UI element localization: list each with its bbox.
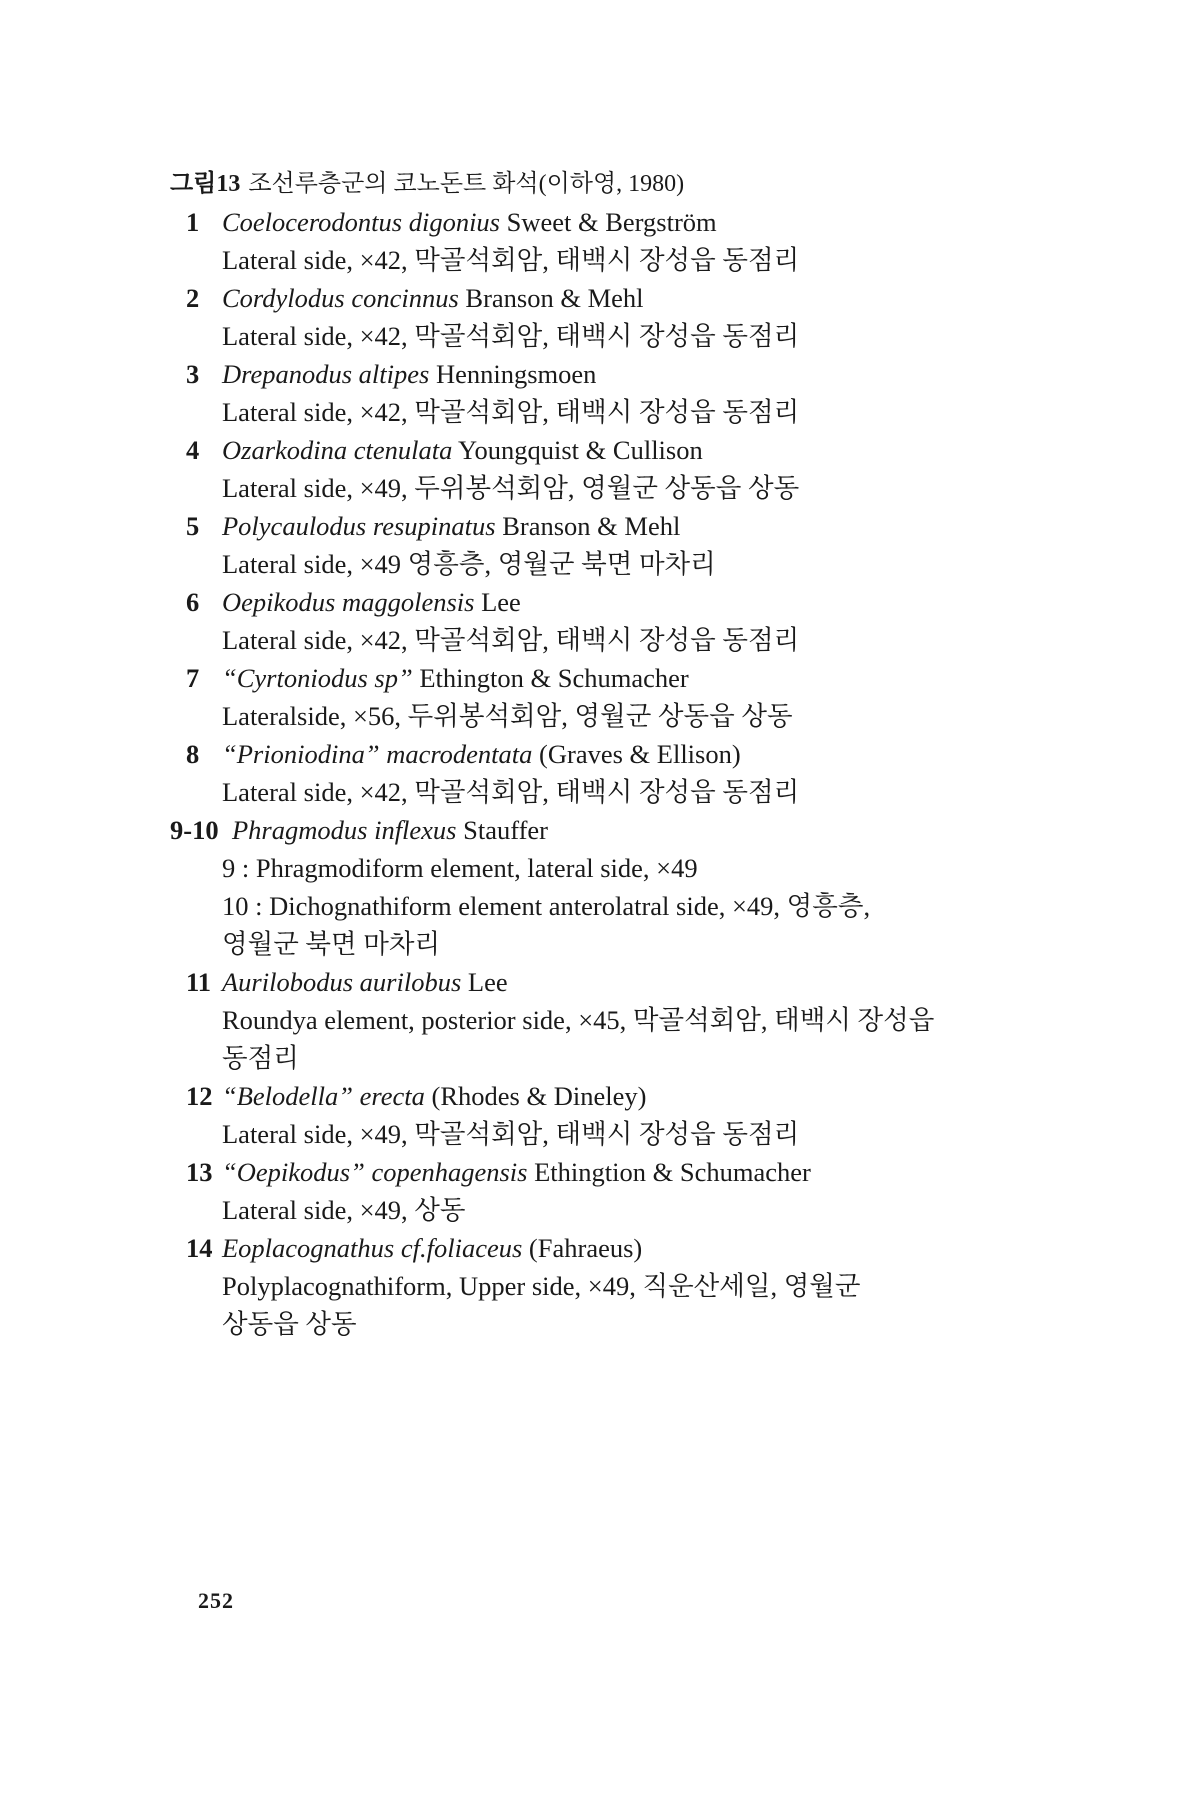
taxon-author: Branson & Mehl (458, 283, 644, 313)
specimen-description: Lateral side, ×49 영흥층, 영월군 북면 마차리 (222, 549, 716, 579)
entry-number: 7 (186, 663, 200, 693)
taxon-name: Phragmodus inflexus (232, 815, 457, 845)
caption-entry-heading (186, 1153, 1070, 1191)
entry-number: 13 (186, 1157, 213, 1187)
taxon-name: “Belodella” erecta (222, 1081, 425, 1111)
specimen-description: 상동읍 상동 (222, 1309, 357, 1339)
entry-number: 5 (186, 511, 200, 541)
entry-number: 11 (186, 967, 212, 997)
figure-label: 그림13 (170, 171, 241, 197)
taxon-name: Oepikodus maggolensis (222, 587, 475, 617)
entry-number: 4 (186, 435, 200, 465)
entry-number: 1 (186, 207, 200, 237)
caption-entry-heading (186, 431, 1070, 469)
entry-number: 2 (186, 283, 200, 313)
taxon-name: Polycaulodus resupinatus (222, 511, 496, 541)
caption-entry-heading (186, 203, 1070, 241)
specimen-description: Lateral side, ×42, 막골석회암, 태백시 장성읍 동점리 (222, 321, 800, 351)
specimen-description: Lateral side, ×49, 상동 (222, 1195, 466, 1225)
caption-entry-heading (186, 735, 1070, 773)
taxon-name: “Prioniodina” macrodentata (222, 739, 533, 769)
taxon-name: “Cyrtoniodus sp” (222, 663, 413, 693)
taxon-author: (Graves & Ellison) (532, 739, 741, 769)
taxon-author: (Fahraeus) (522, 1233, 643, 1263)
page-number: 252 (198, 1588, 234, 1613)
specimen-description: Lateral side, ×49, 두위봉석회암, 영월군 상동읍 상동 (222, 473, 800, 503)
caption-entry-heading (170, 811, 1070, 849)
taxon-author: (Rhodes & Dineley) (424, 1081, 647, 1111)
specimen-description: Roundya element, posterior side, ×45, 막골석회암, 태백시 장성읍 (222, 1005, 935, 1035)
caption-entry-heading (186, 963, 1070, 1001)
taxon-author: Lee (474, 587, 521, 617)
taxon-author: Ethingtion & Schumacher (527, 1157, 811, 1187)
figure-caption-block (170, 165, 1070, 1343)
taxon-name: Ozarkodina ctenulata (222, 435, 453, 465)
specimen-description: 영월군 북면 마차리 (222, 929, 441, 959)
specimen-description: Polyplacognathiform, Upper side, ×49, 직운산세일, 영월군 (222, 1271, 861, 1301)
caption-entry-heading (186, 1229, 1070, 1267)
caption-entry-heading (186, 279, 1070, 317)
specimen-description: Lateral side, ×42, 막골석회암, 태백시 장성읍 동점리 (222, 625, 800, 655)
taxon-name: Aurilobodus aurilobus (222, 967, 462, 997)
taxon-author: Lee (461, 967, 508, 997)
taxon-author: Youngquist & Cullison (452, 435, 703, 465)
specimen-description: Lateral side, ×42, 막골석회암, 태백시 장성읍 동점리 (222, 397, 800, 427)
taxon-name: Cordylodus concinnus (222, 283, 459, 313)
entry-number: 8 (186, 739, 200, 769)
entry-number: 6 (186, 587, 200, 617)
specimen-description: Lateral side, ×42, 막골석회암, 태백시 장성읍 동점리 (222, 777, 800, 807)
caption-entry-heading (186, 355, 1070, 393)
caption-entry-heading (186, 659, 1070, 697)
specimen-description: 9 : Phragmodiform element, lateral side, ×49 (222, 853, 698, 883)
entry-number: 14 (186, 1233, 213, 1263)
caption-entry-heading (186, 507, 1070, 545)
figure-caption-title (170, 165, 1070, 203)
specimen-description: Lateral side, ×49, 막골석회암, 태백시 장성읍 동점리 (222, 1119, 800, 1149)
caption-entry-heading (186, 1077, 1070, 1115)
caption-entry-heading (186, 583, 1070, 621)
taxon-author: Henningsmoen (429, 359, 597, 389)
specimen-description: 동점리 (222, 1043, 299, 1073)
caption-entries (170, 203, 1070, 1343)
entry-number: 12 (186, 1081, 213, 1111)
taxon-name: Coelocerodontus digonius (222, 207, 500, 237)
taxon-author: Stauffer (456, 815, 548, 845)
taxon-name: Drepanodus altipes (222, 359, 430, 389)
figure-title: 조선루층군의 코노돈트 화석(이하영, 1980) (248, 171, 685, 197)
taxon-author: Ethington & Schumacher (412, 663, 689, 693)
specimen-description: Lateralside, ×56, 두위봉석회암, 영월군 상동읍 상동 (222, 701, 793, 731)
taxon-name: Eoplacognathus cf.foliaceus (222, 1233, 523, 1263)
taxon-author: Sweet & Bergström (500, 207, 717, 237)
taxon-name: “Oepikodus” copenhagensis (222, 1157, 528, 1187)
specimen-description: Lateral side, ×42, 막골석회암, 태백시 장성읍 동점리 (222, 245, 800, 275)
entry-number: 9-10 (170, 815, 219, 845)
taxon-author: Branson & Mehl (495, 511, 681, 541)
specimen-description: 10 : Dichognathiform element anterolatral side, ×49, 영흥층, (222, 891, 871, 921)
entry-number: 3 (186, 359, 200, 389)
